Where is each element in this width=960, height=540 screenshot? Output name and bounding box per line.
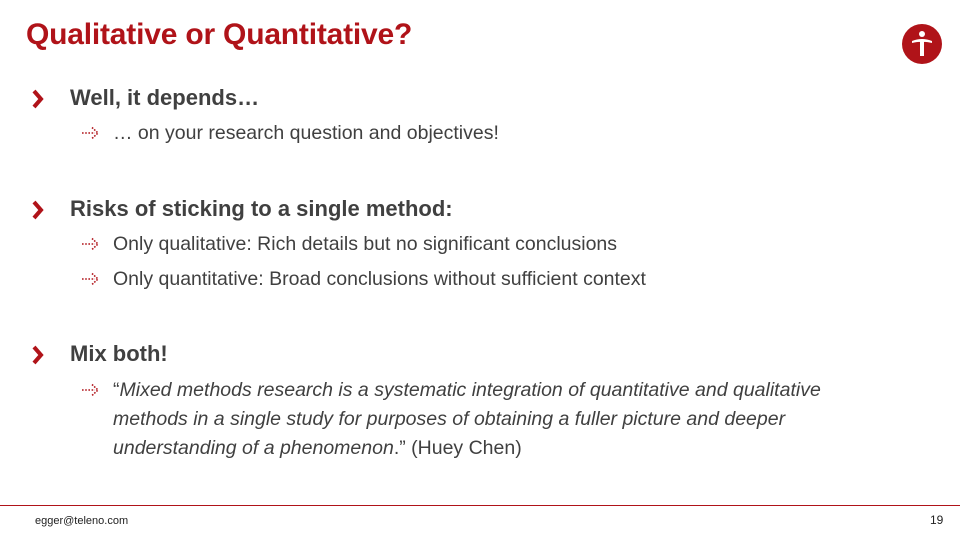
section-heading: Well, it depends… — [70, 85, 260, 110]
company-logo — [901, 23, 943, 65]
dotted-arrow-icon — [81, 382, 103, 398]
sub-bullet-text: Only qualitative: Rich details but no significant conclusions — [113, 233, 618, 255]
chevron-right-icon — [31, 89, 45, 109]
quote-italic: Mixed methods research is a systematic integration of quantitative and qualitative methods in a single study for purposes of obtaining a fuller picture and deeper understanding of a phenomenon — [113, 379, 821, 459]
quote-text — [113, 376, 893, 463]
section-heading: Risks of sticking to a single method: — [70, 196, 453, 221]
page-number: 19 — [930, 513, 944, 527]
quote-open-mark: “ — [113, 379, 120, 401]
quote-attribution: .” (Huey Chen) — [393, 437, 522, 459]
dotted-arrow-icon — [81, 271, 103, 287]
slide-title: Qualitative or Quantitative? — [26, 18, 413, 51]
dotted-arrow-icon — [81, 236, 103, 252]
footer-email: egger@teleno.com — [35, 515, 129, 527]
sub-bullet-text: … on your research question and objectives! — [113, 122, 499, 144]
chevron-right-icon — [31, 200, 45, 220]
dotted-arrow-icon — [81, 125, 103, 141]
footer-divider — [0, 505, 960, 506]
sub-bullet-text: Only quantitative: Broad conclusions without sufficient context — [113, 268, 646, 290]
chevron-right-icon — [31, 345, 45, 365]
section-heading: Mix both! — [70, 341, 168, 366]
